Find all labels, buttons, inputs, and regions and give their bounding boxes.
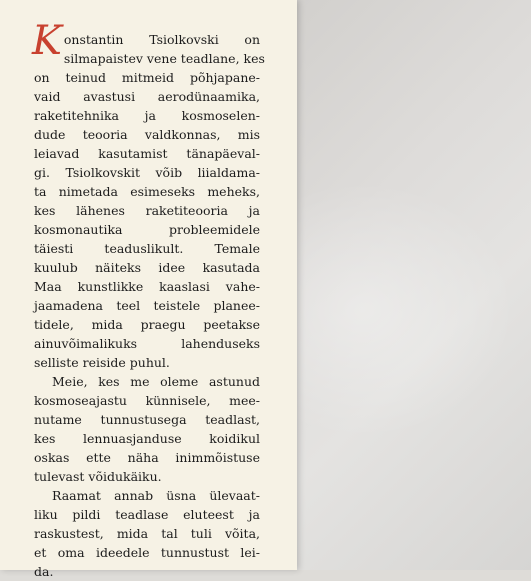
text-line: jaamadena teel teistele planee- [34,298,260,313]
text-line: da. [34,564,54,579]
text-line: Maa kunstlikke kaaslasi vahe- [34,279,260,294]
background-shadow [297,180,517,440]
text-line: oskas ette näha inimmõistuse [34,450,260,465]
text-line: kosmonautika probleemidele [34,222,260,237]
paragraph-1 [32,18,265,372]
paragraph-3 [34,486,260,581]
text-line: kes lennuasjanduse koidikul [34,431,260,446]
text-line: Raamat annab üsna ülevaat- [52,488,260,503]
text-line: et oma ideedele tunnustust lei- [34,545,260,560]
text-line: kosmoseajastu künnisele, mee- [34,393,260,408]
text-line: tidele, mida praegu peetakse [34,317,260,332]
text-line: ainuvõimalikuks lahenduseks [34,336,260,351]
text-line: silmapaistev vene teadlane, kes [63,51,265,66]
blurb-text [32,18,265,581]
text-line: gi. Tsiolkovskit võib liialdama- [34,165,260,180]
text-line: raketitehnika ja kosmoselen- [34,108,260,123]
text-line: leiavad kasutamist tänapäeval- [34,146,260,161]
text-line: on teinud mitmeid põhjapane- [34,70,260,85]
text-line: selliste reiside puhul. [34,355,170,370]
text-line: kuulub näiteks idee kasutada [34,260,260,275]
text-line: raskustest, mida tal tuli võita, [34,526,260,541]
text-line: liku pildi teadlase eluteest ja [34,507,260,522]
text-line: ta nimetada esimeseks meheks, [34,184,260,199]
text-line: tulevast võidukäiku. [34,469,162,484]
text-line: Meie, kes me oleme astunud [52,374,260,389]
text-line: dude teooria valdkonnas, mis [34,127,260,142]
text-line: onstantin Tsiolkovski on [63,32,260,47]
drop-cap-letter: K [32,18,62,64]
text-line: nutame tunnustusega teadlast, [34,412,260,427]
text-line: kes lähenes raketiteooria ja [34,203,260,218]
text-line: vaid avastusi aerodünaamika, [34,89,260,104]
text-line: täiesti teaduslikult. Temale [34,241,260,256]
paragraph-2 [34,372,260,486]
